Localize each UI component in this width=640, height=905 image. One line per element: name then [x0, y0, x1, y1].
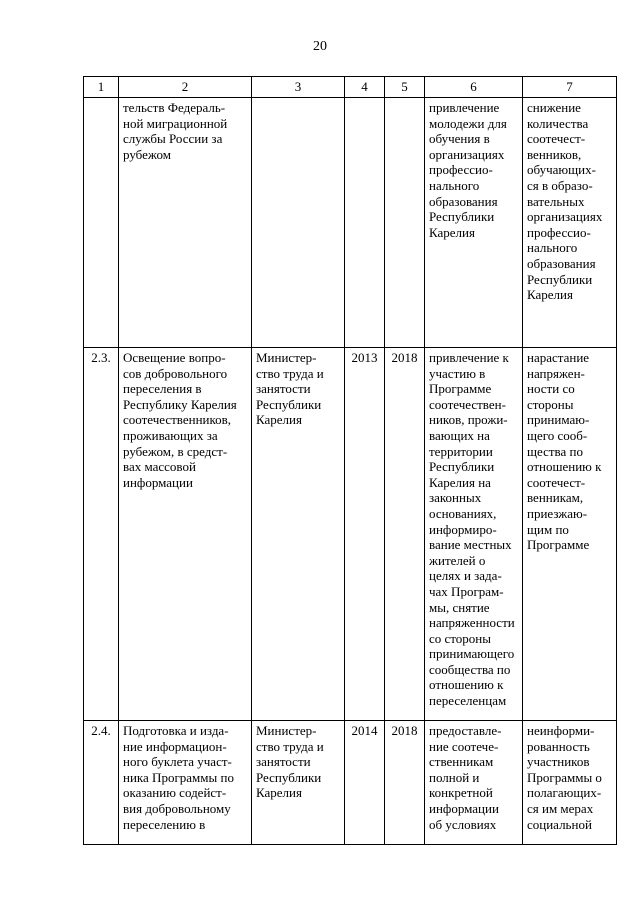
cell-text-line: венников,	[527, 146, 582, 162]
header-cell: 4	[345, 77, 385, 98]
table-row	[84, 348, 617, 721]
cell-text-line: вах массовой	[123, 459, 196, 475]
cell-text-line: снижение	[527, 100, 581, 115]
measure-cell	[119, 721, 252, 845]
cell-text-line: Республики	[429, 459, 495, 475]
cell-text-line: ство труда и	[256, 738, 324, 754]
cell-text-line: службы России за	[123, 131, 223, 147]
cell-text-line: вательных	[527, 193, 585, 209]
cell-text-line: занятости	[256, 754, 311, 770]
cell-text-line: организациях	[429, 146, 505, 162]
cell-text-line: ство труда и	[256, 365, 324, 381]
cell-text-line: ников, прожи-	[429, 412, 508, 428]
cell-text-line: участников	[527, 754, 590, 770]
expected-result-cell	[425, 98, 523, 348]
measure-cell	[119, 348, 252, 721]
cell-text-line: Республики	[429, 209, 495, 225]
cell-text-line: привлечение к	[429, 350, 509, 365]
cell-text-line: переселенцам	[429, 693, 507, 709]
cell-text-line: напряжен-	[527, 365, 585, 381]
cell-text-line: Карелия	[429, 224, 475, 240]
cell-text-line: привлечение	[429, 100, 500, 115]
cell-text-line: соотечест-	[527, 474, 586, 490]
cell-text-line: Республики	[527, 271, 593, 287]
measure-cell	[119, 98, 252, 348]
cell-text-line: ние информацион-	[123, 738, 227, 754]
cell-text-line: стороны	[527, 396, 574, 412]
cell-text-line: щего сооб-	[527, 427, 588, 443]
cell-text-line: сообщества по	[429, 661, 511, 677]
header-cell: 6	[425, 77, 523, 98]
cell-text-line: проживающих за	[123, 427, 218, 443]
cell-text-line: вающих на	[429, 427, 490, 443]
header-cell: 5	[385, 77, 425, 98]
cell-text-line: чах Програм-	[429, 583, 504, 599]
cell-text-line: переселению в	[123, 816, 206, 832]
cell-text-line: занятости	[256, 381, 311, 397]
executor-cell	[252, 348, 345, 721]
cell-text-line: количества	[527, 115, 589, 131]
cell-text-line: Республики	[256, 396, 322, 412]
end-year-cell	[385, 98, 425, 348]
cell-text-line: Программе	[527, 537, 590, 553]
page-number: 20	[313, 39, 327, 54]
cell-text-line: щества по	[527, 443, 583, 459]
expected-result-cell	[425, 721, 523, 845]
cell-text-line: нарастание	[527, 350, 590, 365]
cell-text-line: образования	[429, 193, 498, 209]
cell-text-line: венникам,	[527, 490, 584, 506]
cell-text-line: принимаю-	[527, 412, 590, 428]
cell-text-line: нального	[527, 240, 578, 256]
cell-text-line: ся в образо-	[527, 177, 593, 193]
cell-text-line: основаниях,	[429, 505, 497, 521]
cell-text-line: переселения в	[123, 381, 202, 397]
executor-cell	[252, 721, 345, 845]
consequences-cell	[523, 348, 617, 721]
cell-text-line: нального	[429, 177, 480, 193]
cell-text-line: соотечественников,	[123, 412, 232, 428]
end-year-cell: 2018	[385, 721, 425, 845]
cell-text-line: сов добровольного	[123, 365, 228, 381]
start-year-cell: 2013	[345, 348, 385, 721]
cell-text-line: вание местных	[429, 537, 512, 553]
table-row	[84, 721, 617, 845]
row-number-cell: 2.3.	[84, 348, 119, 721]
cell-text-line: Программе	[429, 381, 492, 397]
table-header-row	[84, 77, 617, 98]
cell-text-line: соотечествен-	[429, 396, 506, 412]
cell-text-line: ного буклета участ-	[123, 754, 232, 770]
cell-text-line: обучения в	[429, 131, 490, 147]
cell-text-line: тельств Федераль-	[123, 100, 226, 115]
header-cell: 3	[252, 77, 345, 98]
consequences-cell	[523, 98, 617, 348]
cell-text-line: ственникам	[429, 754, 494, 770]
cell-text-line: ной миграционной	[123, 115, 228, 131]
cell-text-line: Карелия	[527, 287, 573, 303]
cell-text-line: информиро-	[429, 521, 497, 537]
cell-text-line: оказанию содейст-	[123, 785, 227, 801]
cell-text-line: целях и зада-	[429, 568, 502, 584]
cell-text-line: Карелия	[256, 785, 302, 801]
cell-text-line: рованность	[527, 738, 590, 754]
start-year-cell	[345, 98, 385, 348]
cell-text-line: образования	[527, 255, 596, 271]
cell-text-line: неинформи-	[527, 723, 595, 738]
header-cell: 7	[523, 77, 617, 98]
cell-text-line: Министер-	[256, 723, 317, 738]
cell-text-line: щим по	[527, 521, 569, 537]
start-year-cell: 2014	[345, 721, 385, 845]
cell-text-line: отношению к	[429, 677, 504, 693]
cell-text-line: соотечест-	[527, 131, 586, 147]
executor-cell	[252, 98, 345, 348]
cell-text-line: ника Программы по	[123, 769, 234, 785]
cell-text-line: Карелия на	[429, 474, 491, 490]
cell-text-line: информации	[123, 474, 193, 490]
cell-text-line: мы, снятие	[429, 599, 490, 615]
header-cell: 1	[84, 77, 119, 98]
cell-text-line: обучающих-	[527, 162, 596, 178]
cell-text-line: Министер-	[256, 350, 317, 365]
cell-text-line: рубежом, в средст-	[123, 443, 228, 459]
row-number-cell: 2.4.	[84, 721, 119, 845]
end-year-cell: 2018	[385, 348, 425, 721]
cell-text-line: Программы о	[527, 769, 602, 785]
cell-text-line: приезжаю-	[527, 505, 588, 521]
cell-text-line: информации	[429, 800, 499, 816]
cell-text-line: предоставле-	[429, 723, 502, 738]
cell-text-line: ние соотече-	[429, 738, 499, 754]
cell-text-line: Карелия	[256, 412, 302, 428]
cell-text-line: об условиях	[429, 816, 497, 832]
cell-text-line: территории	[429, 443, 493, 459]
cell-text-line: напряженности	[429, 615, 515, 631]
cell-text-line: со стороны	[429, 630, 491, 646]
cell-text-line: ности со	[527, 381, 575, 397]
cell-text-line: ся им мерах	[527, 800, 594, 816]
cell-text-line: участию в	[429, 365, 486, 381]
cell-text-line: Освещение вопро-	[123, 350, 226, 365]
cell-text-line: законных	[429, 490, 482, 506]
cell-text-line: рубежом	[123, 146, 172, 162]
cell-text-line: социальной	[527, 816, 592, 832]
cell-text-line: молодежи для	[429, 115, 507, 131]
cell-text-line: полной и	[429, 769, 480, 785]
cell-text-line: отношению к	[527, 459, 602, 475]
cell-text-line: организациях	[527, 209, 603, 225]
cell-text-line: профессио-	[527, 224, 591, 240]
cell-text-line: жителей о	[429, 552, 486, 568]
cell-text-line: Подготовка и изда-	[123, 723, 229, 738]
program-measures-table	[83, 76, 617, 845]
cell-text-line: Республики	[256, 769, 322, 785]
expected-result-cell	[425, 348, 523, 721]
cell-text-line: конкретной	[429, 785, 493, 801]
row-number-cell	[84, 98, 119, 348]
consequences-cell	[523, 721, 617, 845]
cell-text-line: принимающего	[429, 646, 515, 662]
cell-text-line: Республику Карелия	[123, 396, 237, 412]
cell-text-line: вия добровольному	[123, 800, 231, 816]
cell-text-line: профессио-	[429, 162, 493, 178]
cell-text-line: полагающих-	[527, 785, 602, 801]
header-cell: 2	[119, 77, 252, 98]
table-row	[84, 98, 617, 348]
